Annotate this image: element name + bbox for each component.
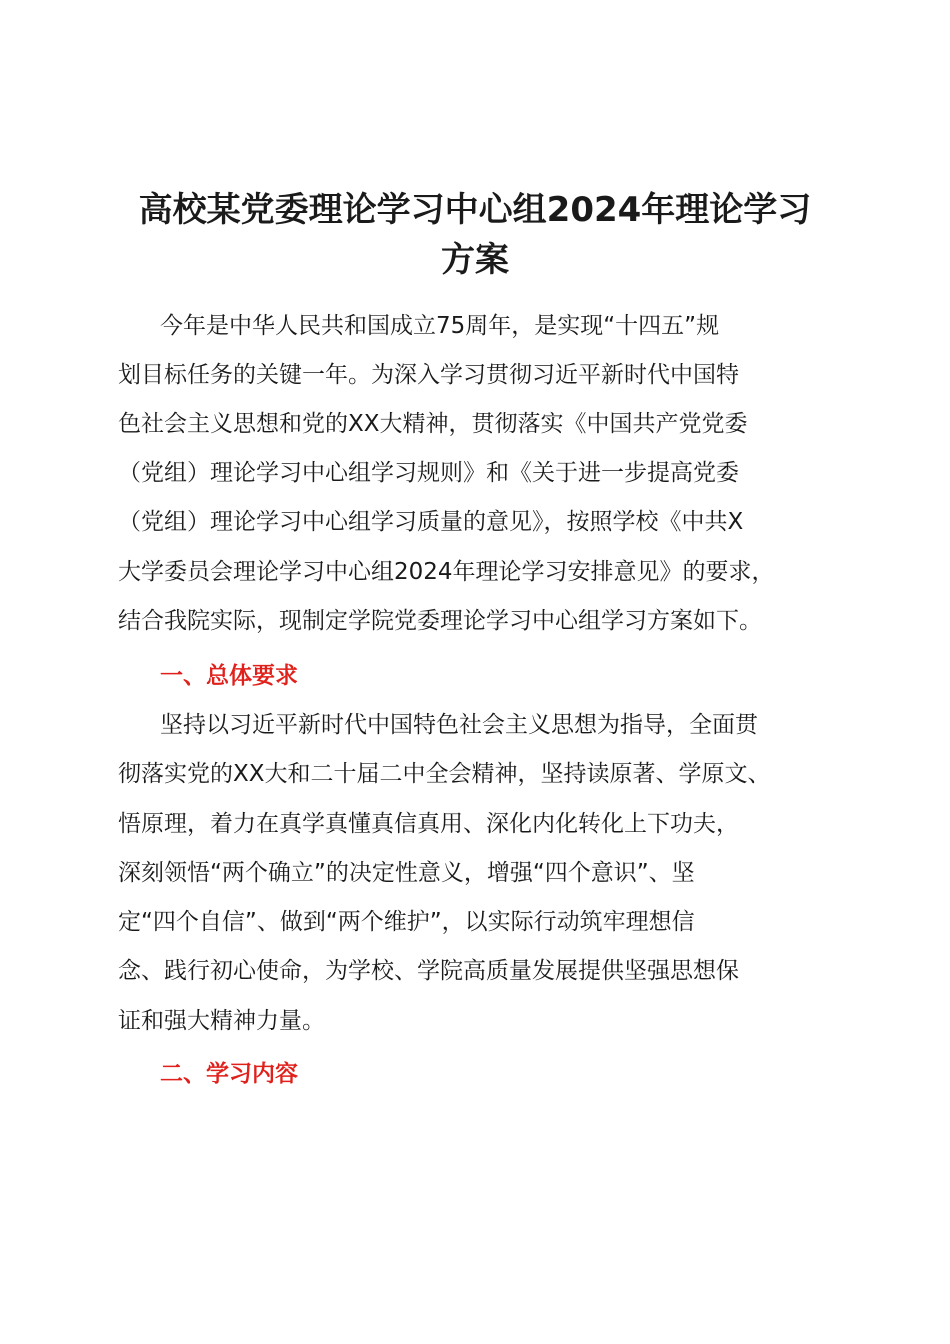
intro-line: （党组）理论学习中心组学习质量的意见》，按照学校《中共X	[118, 509, 744, 535]
section1-line: 彻落实党的XX大和二十届二中全会精神，坚持读原著、学原文、	[118, 761, 771, 787]
intro-line: （党组）理论学习中心组学习规则》和《关于进一步提高党委	[118, 460, 739, 486]
section-heading-study-content: 二、学习内容	[160, 1061, 298, 1087]
document-title-line-1: 高校某党委理论学习中心组2024年理论学习	[138, 190, 812, 230]
document-title-line-2: 方案	[441, 240, 509, 280]
section1-line: 悟原理，着力在真学真懂真信真用、深化内化转化上下功夫，	[118, 811, 739, 837]
section-heading-overall-requirements: 一、总体要求	[160, 663, 298, 689]
section1-line: 深刻领悟“两个确立”的决定性意义，增强“四个意识”、坚	[118, 860, 695, 886]
section1-line: 坚持以习近平新时代中国特色社会主义思想为指导，全面贯	[160, 712, 758, 738]
intro-line: 结合我院实际，现制定学院党委理论学习中心组学习方案如下。	[118, 608, 762, 634]
intro-line: 今年是中华人民共和国成立75周年，是实现“十四五”规	[160, 313, 720, 339]
section1-line: 定“四个自信”、做到“两个维护”，以实际行动筑牢理想信	[118, 909, 695, 935]
intro-line: 划目标任务的关键一年。为深入学习贯彻习近平新时代中国特	[118, 362, 739, 388]
section1-line: 证和强大精神力量。	[118, 1008, 325, 1034]
section1-line: 念、践行初心使命，为学校、学院高质量发展提供坚强思想保	[118, 958, 739, 984]
intro-line: 色社会主义思想和党的XX大精神，贯彻落实《中国共产党党委	[118, 411, 748, 437]
intro-line: 大学委员会理论学习中心组2024年理论学习安排意见》的要求，	[118, 559, 775, 585]
